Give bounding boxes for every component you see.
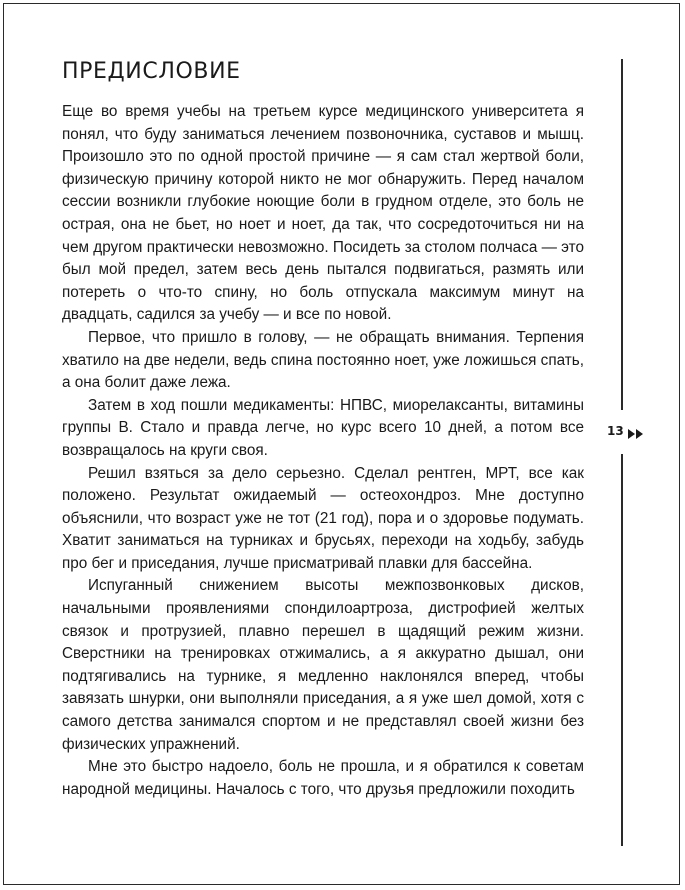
- paragraph-5: Испуганный снижением высоты межпозвонковых дисков, начальными проявлениями спондилоартроза, дистрофией желтых связок и протрузией, плавно перешел в щадящий режим жизни. Сверстники на тренировках отжимались, а я аккуратно дышал, они подтягивались на турнике, я медленно наклонялся вперед, чтобы завязать шнурки, они выполняли приседания, а я уже шел домой, хотя с самого детства занимался спортом и не представлял своей жизни без физических упражнений.: [62, 577, 584, 753]
- paragraph-6: Мне это быстро надоело, боль не прошла, и я обратился к советам народной медицины. Началось с того, что друзья предложили походить: [62, 758, 584, 798]
- margin-rule-top: [621, 59, 623, 410]
- page-number: 13: [607, 424, 624, 438]
- book-page: [3, 3, 680, 885]
- page-title: ПРЕДИСЛОВИЕ: [62, 59, 241, 84]
- margin-rule-bottom: [621, 454, 623, 846]
- body-text: [62, 101, 584, 801]
- paragraph-3: Затем в ход пошли медикаменты: НПВС, миорелаксанты, витамины группы В. Стало и правда легче, но курс всего 10 дней, а потом все возвращалось на круги своя.: [62, 396, 584, 459]
- paragraph-2: Первое, что пришло в голову, — не обращать внимания. Терпения хватило на две недели, ведь спина постоянно ноет, уже ложишься спать, а она болит даже лежа.: [62, 328, 584, 392]
- paragraph-1: Еще во время учебы на третьем курсе медицинского университета я понял, что буду заниматься лечением позвоночника, суставов и мышц. Произошло это по одной простой причине — я сам стал жертвой боли, физическую причину которой никто не мог обнаружить. Перед началом сессии возникли глубокие ноющие боли в грудном отделе, это боль не острая, она не бьет, но ноет и ноет, да так, что сосредоточиться ни на чем другом практически невозможно. Посидеть за столом полчаса — это был мой предел, затем весь день пытался подвигаться, размять или потереть о что-то спину, но боль отпускала максимум минут на двадцать, садился за учебу — и все по новой.: [62, 103, 584, 324]
- page-number-marker: [607, 421, 644, 441]
- double-chevron-right-icon: [628, 426, 644, 436]
- paragraph-4: Решил взяться за дело серьезно. Сделал рентген, МРТ, все как положено. Результат ожидаемый — остеохондроз. Мне доступно объяснили, что возраст уже не тот (21 год), пора и о здоровье подумать. Хватит заниматься на турниках и брусьях, переходи на ходьбу, забудь про бег и приседания, лучше присматривай плавки для бассейна.: [62, 464, 584, 572]
